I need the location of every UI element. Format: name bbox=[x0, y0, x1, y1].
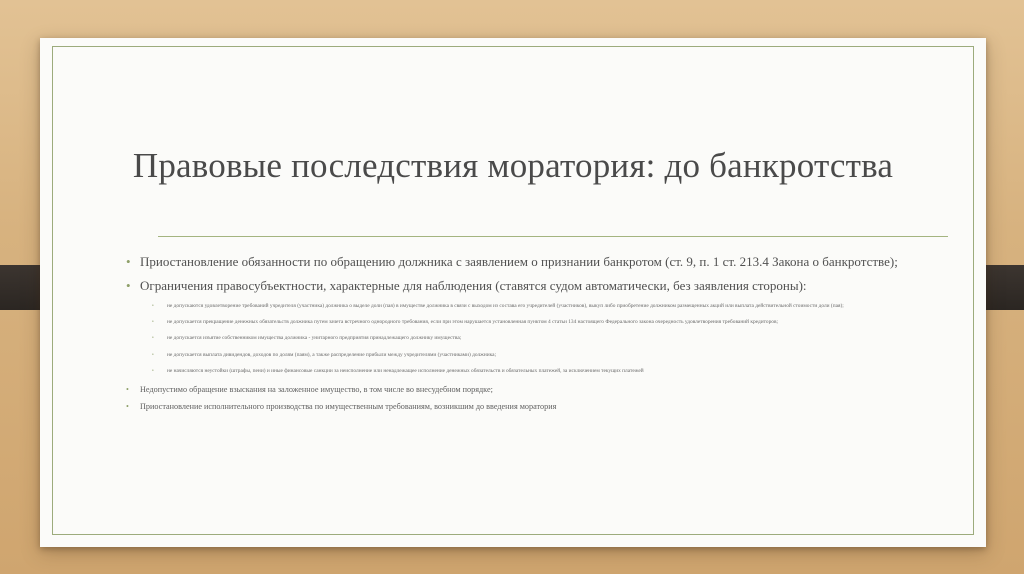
bullet-glyph: • bbox=[152, 336, 154, 342]
slide-paper bbox=[40, 38, 986, 547]
bullet-text: Приостановление исполнительного производства по имущественным требованиям, возникшим до введения моратория bbox=[140, 402, 557, 412]
bullet-glyph: • bbox=[126, 402, 129, 412]
sub-bullet-item bbox=[152, 335, 992, 342]
bullet-glyph: • bbox=[126, 254, 131, 269]
sub-bullet-item bbox=[152, 368, 992, 375]
bullet-item bbox=[126, 253, 1006, 270]
bullet-glyph: • bbox=[152, 352, 154, 358]
bullet-glyph: • bbox=[126, 278, 131, 293]
sub-bullet-item bbox=[152, 352, 992, 359]
sub-bullet-text: не допускается прекращение денежных обязательств должника путем зачета встречного однородного требования, если при этом нарушается установленная пунктом 4 статьи 134 настоящего Федерального закона очередность удовлетворения требований кредиторов; bbox=[167, 319, 778, 326]
slide-title: Правовые последствия моратория: до банкротства bbox=[132, 146, 894, 185]
bullet-glyph: • bbox=[152, 320, 154, 326]
bullet-text: Приостановление обязанности по обращению должника с заявлением о признании банкротом (ст. 9, п. 1 ст. 213.4 Закона о банкротстве); bbox=[140, 254, 898, 269]
bullet-glyph: • bbox=[152, 304, 154, 309]
bullet-item bbox=[126, 277, 1006, 294]
sub-bullet-text: не допускается изъятие собственником имущества должника - унитарного предприятия принадлежащего должнику имущества; bbox=[167, 335, 462, 342]
sub-bullet-text: не начисляются неустойки (штрафы, пени) и иные финансовые санкции за неисполнение или ненадлежащее исполнение денежных обязательств и обязательных платежей, за исключением текущих платежей bbox=[167, 367, 644, 374]
sub-bullet-item bbox=[152, 319, 992, 326]
bullet-item bbox=[126, 401, 1006, 412]
bullet-item bbox=[126, 384, 1006, 395]
bullet-glyph: • bbox=[126, 385, 129, 395]
sub-bullet-text: не допускаются удовлетворение требований учредителя (участника) должника о выделе доли (пая) в имуществе должника в связи с выходом из состава его учредителей (участников), выкуп либо приобретение должником размещенных акций или выплата действительной стоимости доли (пая); bbox=[167, 303, 844, 309]
bullet-list bbox=[126, 253, 1006, 418]
bullet-text: Ограничения правосубъектности, характерные для наблюдения (ставятся судом автоматически, без заявления стороны): bbox=[140, 278, 807, 293]
sub-bullet-text: не допускается выплата дивидендов, доходов по долям (паям), а также распределение прибыли между учредителями (участниками) должника; bbox=[167, 351, 497, 358]
bullet-text: Недопустимо обращение взыскания на заложенное имущество, в том числе во внесудебном порядке; bbox=[140, 385, 493, 395]
title-divider bbox=[158, 236, 948, 237]
sub-bullet-item bbox=[152, 303, 992, 310]
bullet-glyph: • bbox=[152, 368, 154, 374]
